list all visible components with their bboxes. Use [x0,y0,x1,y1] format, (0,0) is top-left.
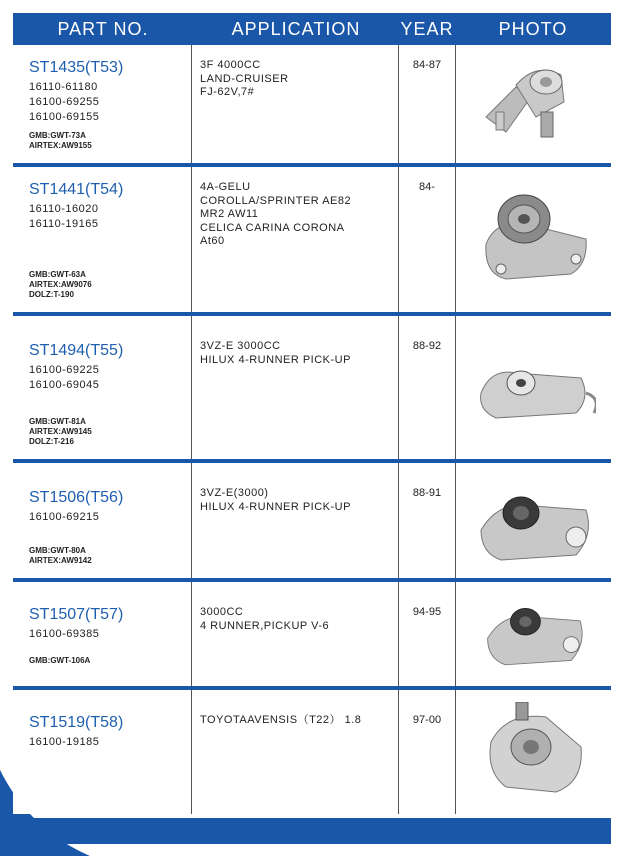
photo-cell [456,316,611,459]
application-cell [192,582,399,686]
application-line: LAND-CRUISER [200,72,289,85]
part-cell [13,45,192,163]
application-line: 3VZ-E 3000CC [200,340,281,352]
part-number-title: ST1506(T56) [29,489,124,506]
application-cell [192,45,399,163]
cross-references [29,417,92,447]
cross-ref: GMB:GWT-81A [29,417,86,426]
photo-cell [456,690,611,814]
part-number-title: ST1519(T58) [29,714,124,731]
water-pump-photo [476,189,596,289]
photo-cell [456,463,611,578]
oem-number: 16100-69045 [29,379,100,391]
application-line: 3VZ-E(3000) [200,487,269,499]
application-line: 3000CC [200,606,244,618]
header-application: APPLICATION [231,18,361,39]
year-cell [399,690,456,814]
application-line: 3F 4000CC [200,59,261,71]
application-cell [192,167,399,312]
cross-ref: DOLZ:T-190 [29,290,74,299]
table-row [13,463,611,582]
oem-number: 16100-69255 [29,96,100,108]
year-range: 94-95 [412,606,442,618]
header-photo: PHOTO [498,18,568,39]
application-line: 4 RUNNER,PICKUP V-6 [200,619,330,632]
cross-ref: GMB:GWT-63A [29,270,86,279]
table-row [13,45,611,167]
part-number-title: ST1494(T55) [29,342,124,359]
water-pump-photo [476,702,596,802]
cross-references [29,131,92,151]
photo-cell [456,582,611,686]
header-year: YEAR [400,18,454,39]
cross-ref: DOLZ:T-216 [29,437,74,446]
part-cell [13,582,192,686]
cross-ref: GMB:GWT-106A [29,656,91,665]
table-row [13,690,611,814]
photo-cell [456,45,611,163]
part-number-title: ST1435(T53) [29,59,124,76]
year-cell [399,582,456,686]
oem-number: 16100-69155 [29,111,100,123]
application-line: COROLLA/SPRINTER AE82 [200,194,352,207]
application-cell [192,463,399,578]
year-cell [399,45,456,163]
cross-ref: AIRTEX:AW9076 [29,280,92,289]
cross-ref: GMB:GWT-80A [29,546,86,555]
application-cell [192,316,399,459]
part-cell [13,690,192,814]
application-line: At60 [200,235,225,247]
application-cell [192,690,399,814]
application-line: CELICA CARINA CORONA [200,221,345,234]
year-cell [399,463,456,578]
oem-number: 16110-16020 [29,203,99,215]
table-header [13,13,611,45]
table-row [13,316,611,463]
table-row [13,167,611,316]
application-line: FJ-62V,7# [200,86,255,98]
year-range: 84- [419,181,435,193]
part-number-title: ST1507(T57) [29,606,124,623]
cross-ref: AIRTEX:AW9155 [29,141,92,150]
header-part-no: PART NO. [57,18,149,39]
footer-bar [13,818,611,844]
oem-number: 16100-69215 [29,511,100,523]
application-line: TOYOTAAVENSIS（T22） 1.8 [200,714,362,726]
application-line: 4A-GELU [200,181,251,193]
cross-ref: AIRTEX:AW9145 [29,427,92,436]
year-range: 97-00 [412,714,442,726]
part-number-title: ST1441(T54) [29,181,124,198]
water-pump-photo [476,475,596,575]
application-line: HILUX 4-RUNNER PICK-UP [200,353,351,366]
oem-number: 16100-69225 [29,364,100,376]
cross-references [29,270,92,300]
cross-references [29,656,90,666]
cross-ref: AIRTEX:AW9142 [29,556,92,565]
photo-cell [456,167,611,312]
part-cell [13,167,192,312]
year-range: 88-91 [412,487,442,499]
oem-number: 16100-69385 [29,628,100,640]
water-pump-photo [476,338,596,438]
water-pump-photo [476,57,596,157]
oem-number: 16110-61180 [29,81,98,93]
year-cell [399,316,456,459]
year-range: 88-92 [412,340,442,352]
water-pump-photo [476,590,596,678]
oem-number: 16100-19185 [29,736,100,748]
application-line: HILUX 4-RUNNER PICK-UP [200,500,351,513]
year-cell [399,167,456,312]
year-range: 84-87 [412,59,442,71]
catalog-table [13,13,611,844]
part-cell [13,316,192,459]
table-row [13,582,611,690]
application-line: MR2 AW11 [200,208,259,220]
oem-number: 16110-19165 [29,218,99,230]
part-cell [13,463,192,578]
cross-references [29,546,92,566]
cross-ref: GMB:GWT-73A [29,131,86,140]
